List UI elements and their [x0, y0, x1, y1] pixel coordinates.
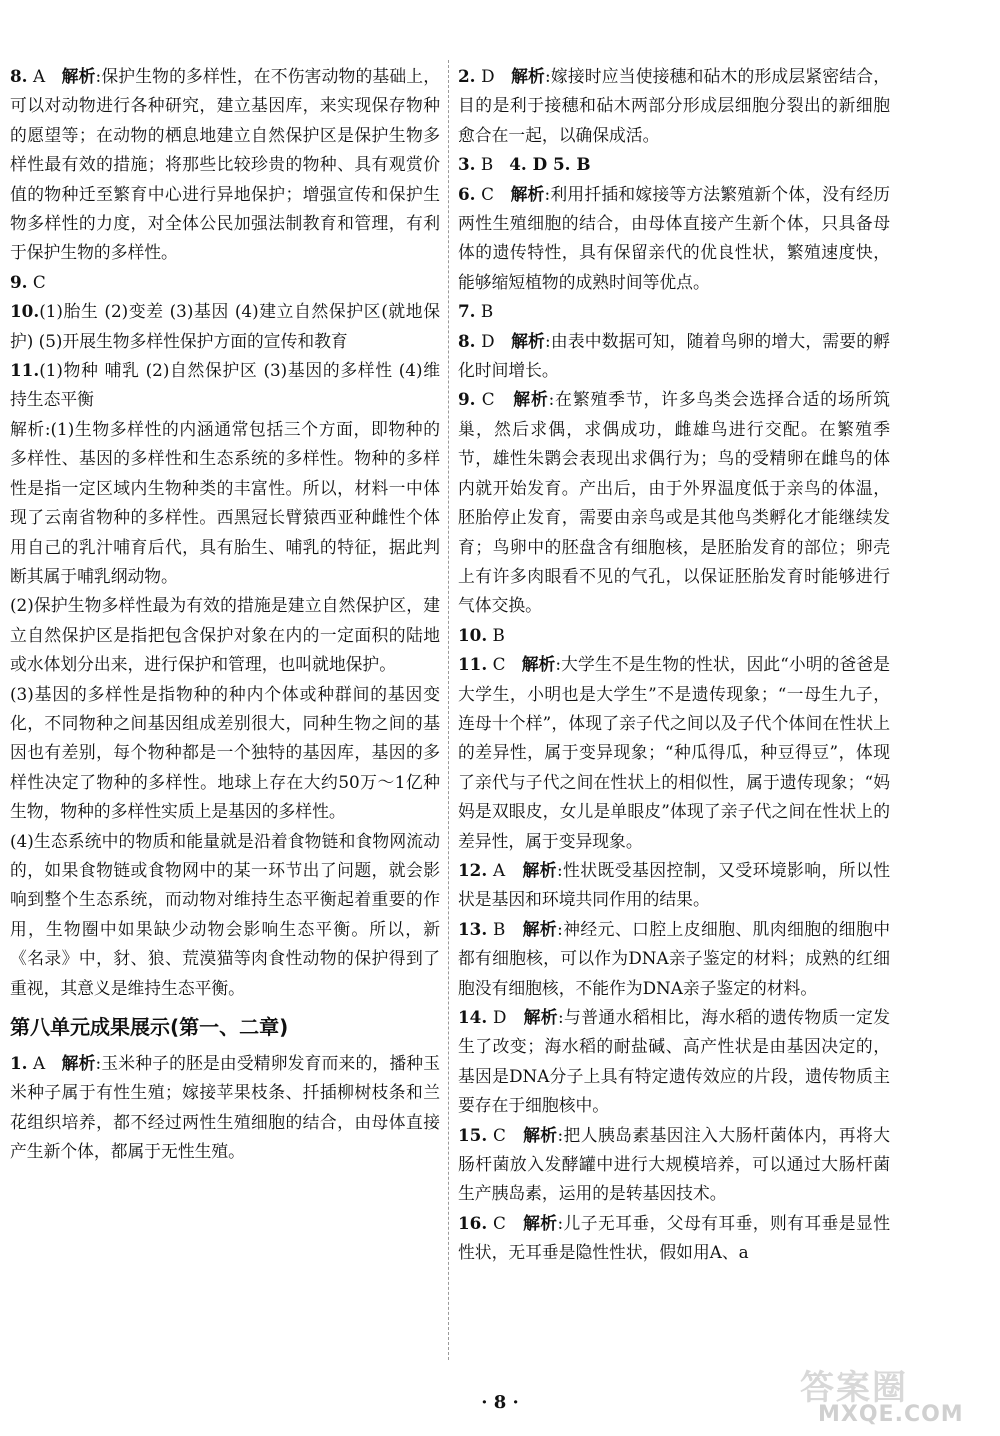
answer-choice: B	[492, 918, 506, 939]
answer-entry	[458, 1121, 890, 1209]
question-number: 1.	[10, 1053, 28, 1073]
answer-choice: C	[492, 1212, 506, 1233]
analysis-label: 解析	[61, 66, 96, 86]
right-column	[458, 62, 890, 1268]
answer-choice: B	[480, 154, 494, 175]
analysis-text: :利用扦插和嫁接等方法繁殖新个体，没有经历两性生殖细胞的结合，由母体直接产生新个体，只具备母体的遗传特性，具有保留亲代的优良性状，繁殖速度快，能够缩短植物的成熟时间等优点。	[458, 183, 890, 292]
answer-entry	[458, 385, 890, 620]
question-number: 6.	[458, 183, 476, 204]
question-number: 10.	[458, 624, 488, 645]
question-number: 12.	[458, 859, 488, 880]
analysis-label: 解析	[522, 859, 557, 880]
answer-choice: D	[481, 66, 495, 86]
answer-entry	[10, 268, 440, 297]
answer-entry	[458, 856, 890, 915]
section-title: 第八单元成果展示(第一、二章)	[10, 1015, 289, 1039]
answer-choice: C	[481, 389, 495, 410]
analysis-label: 解析	[511, 330, 546, 351]
analysis-paragraph: (2)保护生物多样性最为有效的措施是建立自然保护区，建立自然保护区是指把包含保护对象在内的一定面积的陆地或水体划分出来，进行保护和管理，也叫就地保护。	[10, 595, 440, 675]
answer-entry	[458, 621, 890, 650]
analysis-text: :性状既受基因控制，又受环境影响，所以性状是基因和环境共同作用的结果。	[458, 859, 890, 910]
answer-entry	[458, 150, 890, 179]
analysis-text: :保护生物的多样性，在不伤害动物的基础上，可以对动物进行各种研究，建立基因库，来实现保存物种的愿望等；在动物的栖息地建立自然保护区是保护生物多样性最有效的措施；将那些比较珍贵的物种、具有观赏价值的物种迁至繁育中心进行异地保护；增强宣传和保护生物多样性的力度，对全体公民加强法制教育和管理，有利于保护生物的多样性。	[10, 66, 440, 263]
answer-text: (1)物种 哺乳 (2)自然保护区 (3)基因的多样性 (4)维持生态平衡	[10, 360, 440, 410]
question-number: 11.	[458, 654, 488, 675]
answer-choice: D	[481, 330, 495, 351]
answer-choice: C	[492, 1124, 506, 1145]
question-number: 8.	[458, 330, 476, 351]
answer-choice: C	[32, 271, 46, 292]
question-number: 16.	[458, 1212, 488, 1233]
watermark-url: MXQE.COM	[818, 1402, 964, 1427]
question-number: 7.	[458, 301, 476, 322]
answer-text: (1)胎生 (2)变差 (3)基因 (4)建立自然保护区(就地保护) (5)开展生物多样性保护方面的宣传和教育	[10, 301, 440, 351]
answer-entry	[458, 1003, 890, 1121]
answer-entry	[458, 1209, 890, 1268]
analysis-label: 解析	[513, 389, 549, 410]
analysis-text: :玉米种子的胚是由受精卵发育而来的，播种玉米种子属于有性生殖；嫁接苹果枝条、扦插柳树枝条和兰花组织培养，都不经过两性生殖细胞的结合，由母体直接产生新个体，都属于无性生殖。	[10, 1053, 440, 1162]
answer-entry	[458, 62, 890, 150]
answer-group: 4. D 5. B	[509, 154, 591, 175]
answer-choice: A	[493, 859, 506, 880]
analysis-text: :神经元、口腔上皮细胞、肌肉细胞的细胞中都有细胞核，可以作为DNA亲子鉴定的材料；成熟的红细胞没有细胞核，不能作为DNA亲子鉴定的材料。	[458, 918, 890, 998]
analysis-label: 解析	[523, 1007, 558, 1027]
question-number: 14.	[458, 1007, 488, 1027]
answer-choice: B	[480, 301, 494, 322]
left-column	[10, 62, 440, 1167]
analysis-label: 解析	[511, 66, 546, 86]
question-number: 2.	[458, 66, 476, 86]
analysis-text: :(1)生物多样性的内涵通常包括三个方面，即物种的多样性、基因的多样性和生态系统的多样性。物种的多样性是指一定区域内生物种类的丰富性。所以，材料一中体现了云南省物种的多样性。西黑冠长臂猿西亚种雌性个体用自己的乳汁哺育后代，具有胎生、哺乳的特征，据此判断其属于哺乳纲动物。	[10, 418, 440, 586]
question-number: 3.	[458, 154, 476, 175]
analysis-label: 解析	[522, 918, 558, 939]
analysis-label: 解析	[61, 1053, 96, 1073]
watermark-logo	[790, 1360, 990, 1430]
analysis-text: :把人胰岛素基因注入大肠杆菌体内，再将大肠杆菌放入发酵罐中进行大规模培养，可以通过大肠杆菌生产胰岛素，运用的是转基因技术。	[458, 1124, 890, 1204]
page-number: · 8 ·	[481, 1392, 519, 1413]
answer-entry	[458, 915, 890, 1003]
answer-entry	[10, 356, 440, 415]
watermark-text: 答案圈	[800, 1368, 908, 1408]
answer-choice: C	[481, 183, 494, 204]
question-number: 10.	[10, 301, 40, 322]
analysis-label: 解析	[523, 1124, 558, 1145]
analysis-label: 解析	[510, 183, 545, 204]
answer-entry	[10, 62, 440, 268]
analysis-text: :儿子无耳垂，父母有耳垂，则有耳垂是显性性状，无耳垂是隐性性状，假如用A、a	[458, 1212, 890, 1263]
answer-choice: A	[33, 66, 46, 86]
answer-choice: D	[492, 1007, 507, 1027]
answer-entry	[458, 327, 890, 386]
question-number: 9.	[10, 271, 28, 292]
answer-choice: A	[33, 1053, 46, 1073]
question-number: 9.	[458, 389, 476, 410]
question-number: 13.	[458, 918, 488, 939]
analysis-paragraph: (4)生态系统中的物质和能量就是沿着食物链和食物网流动的，如果食物链或食物网中的某一环节出了问题，就会影响到整个生态系统，而动物对维持生态平衡起着重要的作用，生物圈中如果缺少动物会影响生态平衡。所以，新《名录》中，豺、狼、荒漠猫等肉食性动物的保护得到了重视，其意义是维持生态平衡。	[10, 830, 440, 998]
answer-entry	[458, 297, 890, 326]
analysis-text: :与普通水稻相比，海水稻的遗传物质一定发生了改变；海水稻的耐盐碱、高产性状是由基因决定的，基因是DNA分子上具有特定遗传效应的片段，遗传物质主要存在于细胞核中。	[458, 1007, 890, 1116]
analysis-text: :大学生不是生物的性状，因此“小明的爸爸是大学生，小明也是大学生”不是遗传现象；“一母生九子，连母十个样”，体现了亲子代之间以及子代个体间在性状上的差异性，属于变异现象；“种瓜得瓜，种豆得豆”，体现了亲代与子代之间在性状上的相似性，属于遗传现象；“妈妈是双眼皮，女儿是单眼皮”体现了亲子代之间在性状上的差异性，属于变异现象。	[458, 654, 890, 851]
analysis-text: :由表中数据可知，随着鸟卵的增大，需要的孵化时间增长。	[458, 330, 890, 381]
answer-entry	[458, 180, 890, 298]
answer-entry	[458, 650, 890, 856]
answer-entry	[10, 297, 440, 356]
analysis-text: :嫁接时应当使接穗和砧木的形成层紧密结合，目的是利于接穗和砧木两部分形成层细胞分裂出的新细胞愈合在一起，以确保成活。	[458, 66, 890, 145]
column-divider	[448, 60, 449, 1360]
question-number: 11.	[10, 360, 40, 381]
analysis-label: 解析	[521, 654, 556, 675]
answer-choice: C	[492, 654, 506, 675]
answer-entry	[10, 1049, 440, 1167]
analysis-text: :在繁殖季节，许多鸟类会选择合适的场所筑巢，然后求偶，求偶成功，雌雄鸟进行交配。在繁殖季节，雄性朱鹮会表现出求偶行为；鸟的受精卵在雌鸟的体内就开始发育。产出后，由于外界温度低于亲鸟的体温，胚胎停止发育，需要由亲鸟或是其他鸟类孵化才能继续发育；鸟卵中的胚盘含有细胞核，是胚胎发育的部位；卵壳上有许多肉眼看不见的气孔，以保证胚胎发育时能够进行气体交换。	[458, 389, 890, 616]
analysis-paragraph	[10, 415, 440, 591]
analysis-label: 解析	[523, 1212, 558, 1233]
answer-choice: B	[492, 624, 505, 645]
question-number: 15.	[458, 1124, 488, 1145]
question-number: 8.	[10, 66, 28, 86]
analysis-paragraph: (3)基因的多样性是指物种的种内个体或种群间的基因变化，不同物种之间基因组成差别很大，同种生物之间的基因也有差别，每个物种都是一个独特的基因库，基因的多样性决定了物种的多样性。地球上存在大约50万～1亿种生物，物种的多样性实质上是基因的多样性。	[10, 683, 440, 822]
analysis-label: 解析	[10, 418, 45, 439]
